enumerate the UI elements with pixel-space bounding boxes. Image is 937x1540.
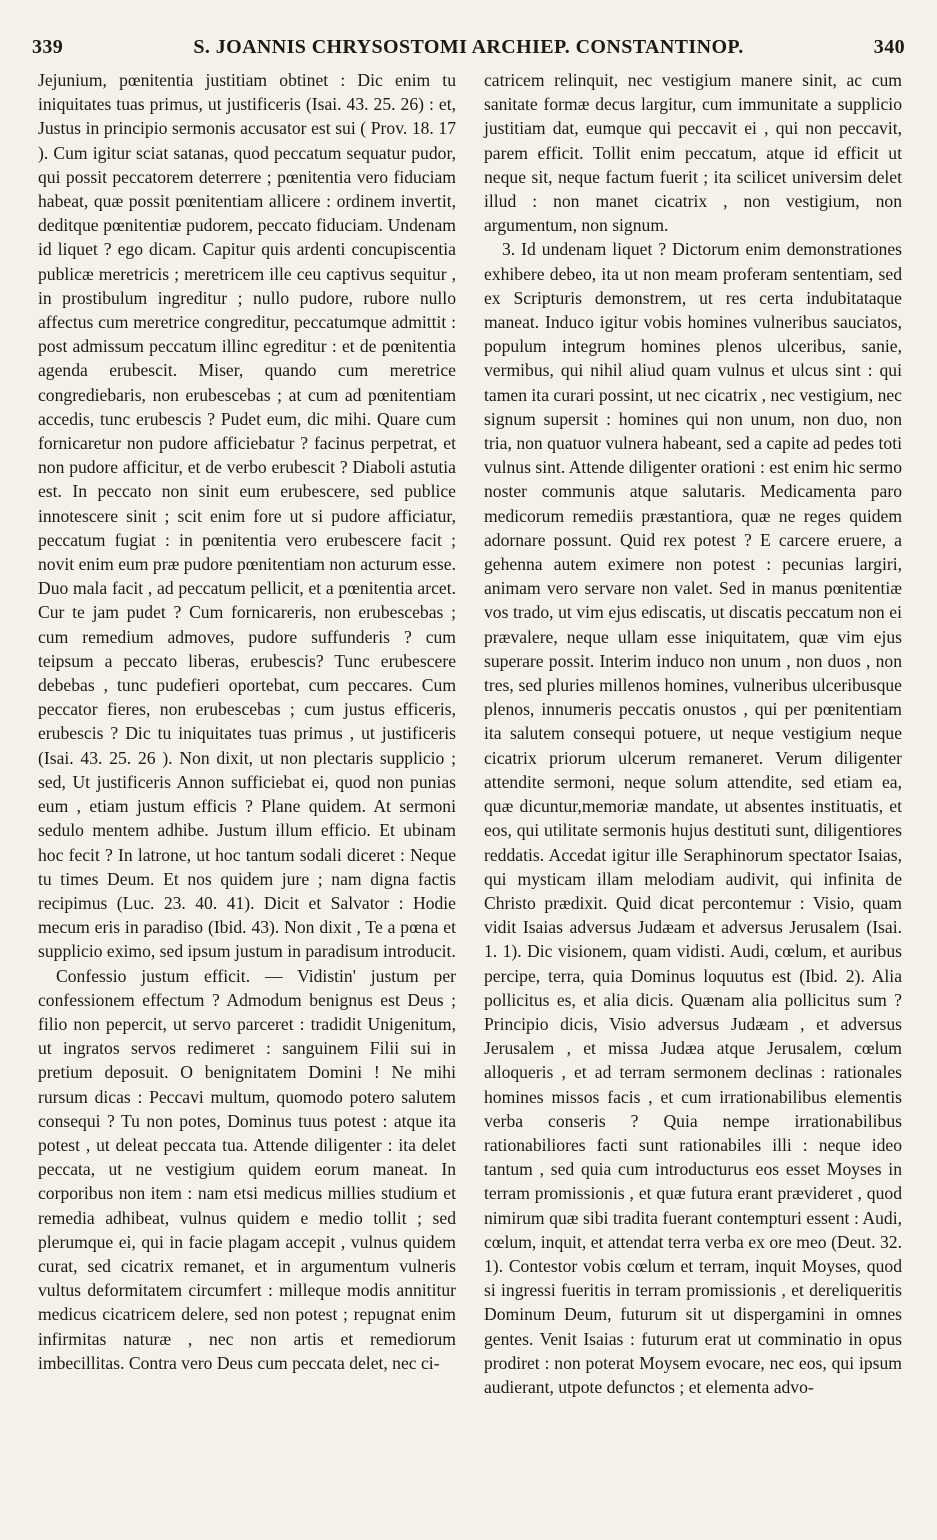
page-number-left: 339	[32, 36, 64, 58]
left-column	[38, 68, 456, 1375]
right-paragraph-2: 3. Id undenam liquet ? Dictorum enim demonstrationes exhibere debeo, ita ut non meam proferam sententiam, sed ex Scripturis demonstrem, ut res certa indubitataque maneat. Induco igitur vobis homines vulneribus sauciatos, populum integrum homines plenos ulceribus, sanie, vermibus, qui nihil aliud quam vulnus et ulcus sint : qui tamen ita curari possint, ut nec cicatrix , nec vestigium, nec signum supersit : homines qui non unum, non duo, non tria, non quatuor vulnera habeant, sed a capite ad pedes toti vulnus sint. Attende diligenter orationi : est enim hic sermo noster communis atque salutaris. Medicamenta paro medicorum remediis præstantiora, quæ ne reges quidem adornare possunt. Quid rex potest ? E carcere eruere, a gehenna autem eximere non potest : pecunias largiri, animam vero servare non valet. Sed in manus pœnitentiæ vos trado, ut vim ejus ediscatis, ut discatis peccatum non ei prævalere, neque ullam esse iniquitatem, quæ vim ejus superare possit. Interim induco non unum , non duos , non tres, sed pluries millenos homines, vulneribus ulceribusque plenos, innumeris peccatis onustos , qui per pœnitentiam ita salutem consequi potuere, ut neque vestigium neque cicatrix priorum ulcerum remaneret. Verum diligenter attendite sermoni, neque solum attendite, sed etiam ea, quæ dicuntur,memoriæ mandate, ut absentes instituatis, et eos, qui utilitate sermonis hujus destituti sunt, diligentiores reddatis. Accedat igitur ille Seraphinorum spectator Isaias, qui mysticam illam melodiam audivit, qui infinita de Christo prædixit. Quid dicat percontemur : Visio, quam vidit Isaias adversus Judæam et adversus Jerusalem (Isai. 1. 1). Dic visionem, quam vidisti. Audi, cœlum, et auribus percipe, terra, quia Dominus loquutus est (Ibid. 2). Alia pollicitus es, et alia dicis. Quænam alia pollicitus sum ? Principio dicis, Visio adversus Judæam , et adversus Jerusalem , et missa Judæa atque Jerusalem, cœlum alloqueris , et ad terram sermonem declinas : rationales homines missos facis , et cum irrationabilibus elementis verba conseris ? Quia nempe irrationabilibus rationabiliores facti sunt rationabiles illi : neque ideo tantum , sed quia cum introducturus eos esset Moyses in terram promissionis , et quæ futura erant prævideret , quod nimirum quæ sibi tradita fuerant contempturi essent : Audi, cœlum, inquit, et attendat terra verba ex ore meo (Deut. 32. 1). Contestor vobis cœlum et terram, inquit Moyses, quod si ingressi fueritis in terram promissionis , et dereliqueritis Dominum Deum, futurum sit ut dispergamini in omnes gentes. Venit Isaias : futurum erat ut comminatio in opus prodiret : non poterat Moysem evocare, nec eos, qui ipsum audierant, utpote defunctos ; et elementa advo-	[484, 239, 902, 1397]
left-paragraph-1: Jejunium, pœnitentia justitiam obtinet : Dic enim tu iniquitates tuas primus, ut justificeris (Isai. 43. 25. 26) : et, Justus in principio sermonis accusator est sui ( Prov. 18. 17 ). Cum igitur sciat satanas, quod peccatum sequatur pudor, qui possit peccatorem deterrere ; pœnitentia vero fiduciam habeat, quæ possit pœnitentiam allicere : ordinem invertit, deditque pœnitentiæ pudorem, peccato fiduciam. Undenam id liquet ? ego dicam. Capitur quis ardenti concupiscentia publicæ meretricis ; meretricem ille ceu captivus sequitur , in prostibulum ingreditur ; nullo pudore, rubore nullo affectus cum meretrice congreditur, peccatumque admittit : post admissum peccatum illinc egreditur : et de pœnitentia agenda erubescit. Miser, quando cum meretrice congrediebaris, non erubescebas ; at cum ad pœnitentiam accedis, tunc erubescis ? Pudet eum, dic mihi. Quare cum fornicaretur non pudore afficiebatur ? facinus perpetrat, et non pudore afficitur, et de verbo erubescit ? Diaboli astutia est. In peccato non sinit eum erubescere, sed publice innotescere sinit ; scit enim fore ut si pudore afficiatur, peccatum fugiat : in pœnitentia vero erubescere facit ; novit enim eum præ pudore pœnitentiam non acturum esse. Duo mala facit , ad peccatum pellicit, et a pœnitentia arcet. Cur te jam pudet ? Cum fornicareris, non erubescebas ; cum remedium admoves, pudore suffunderis ? cum teipsum a peccato liberas, erubescis? Tunc erubescere debebas , tunc pudefieri oportebat, cum peccares. Cum peccator fieres, non erubescebas ; cum justus efficeris, erubescis ? Dic tu iniquitates tuas primus , ut justificeris (Isai. 43. 25. 26 ). Non dixit, ut non plectaris supplicio ; sed, Ut justificeris Annon sufficiebat ei, quod non punias eum , etiam justum efficis ? Plane quidem. At sermoni sedulo mentem adhibe. Justum illum efficio. Et ubinam hoc fecit ? In latrone, ut hoc tantum sodali diceret : Neque tu times Deum. Et nos quidem jure ; nam digna factis recipimus (Luc. 23. 40. 41). Dicit et Salvator : Hodie mecum eris in paradiso (Ibid. 43). Non dixit , Te a pœna et supplicio eximo, sed ipsum justum in paradisum introducit.	[38, 70, 456, 962]
page-number-right: 340	[873, 36, 905, 58]
running-title: S. JOANNIS CHRYSOSTOMI ARCHIEP. CONSTANTINOP.	[193, 36, 744, 58]
right-paragraph-1: catricem relinquit, nec vestigium manere sinit, ac cum sanitate formæ decus largitur, cum immunitate a supplicio justitiam dat, eumque qui peccavit ei , qui non peccavit, parem efficit. Tollit enim peccatum, atque id efficit ut neque sit, neque factum fuerit ; ita scilicet universim delet illud : non manet cicatrix , non vestigium, non argumentum, non signum.	[484, 70, 902, 236]
right-column	[484, 68, 902, 1399]
running-header	[32, 36, 905, 66]
left-paragraph-2: Confessio justum efficit. — Vidistin' justum per confessionem effectum ? Admodum benignus est Deus ; filio non pepercit, ut servo parceret : tradidit Unigenitum, ut ingratos servos redimeret : sanguinem Filii sui in pretium deposuit. O benignitatem Domini ! Ne mihi rursum dicas : Peccavi multum, quomodo potero salutem consequi ? Tu non potes, Dominus tuus potest : atque ita potest , ut deleat peccata tua. Attende diligenter : ita delet peccata, ut ne vestigium quidem eorum maneat. In corporibus non item : nam etsi medicus millies studium et remedia adhibeat, vulnus quidem e medio tollit ; sed plerumque ei, qui in facie plagam accepit , vulnus quidem curat, sed cicatrix remanet, et in argumentum vulneris vultus deformitatem circumfert : milleque modis annititur medicus cicatricem delere, sed non potest ; repugnat enim infirmitas naturæ , nec non artis et remediorum imbecillitas. Contra vero Deus cum peccata delet, nec ci-	[38, 965, 456, 1373]
